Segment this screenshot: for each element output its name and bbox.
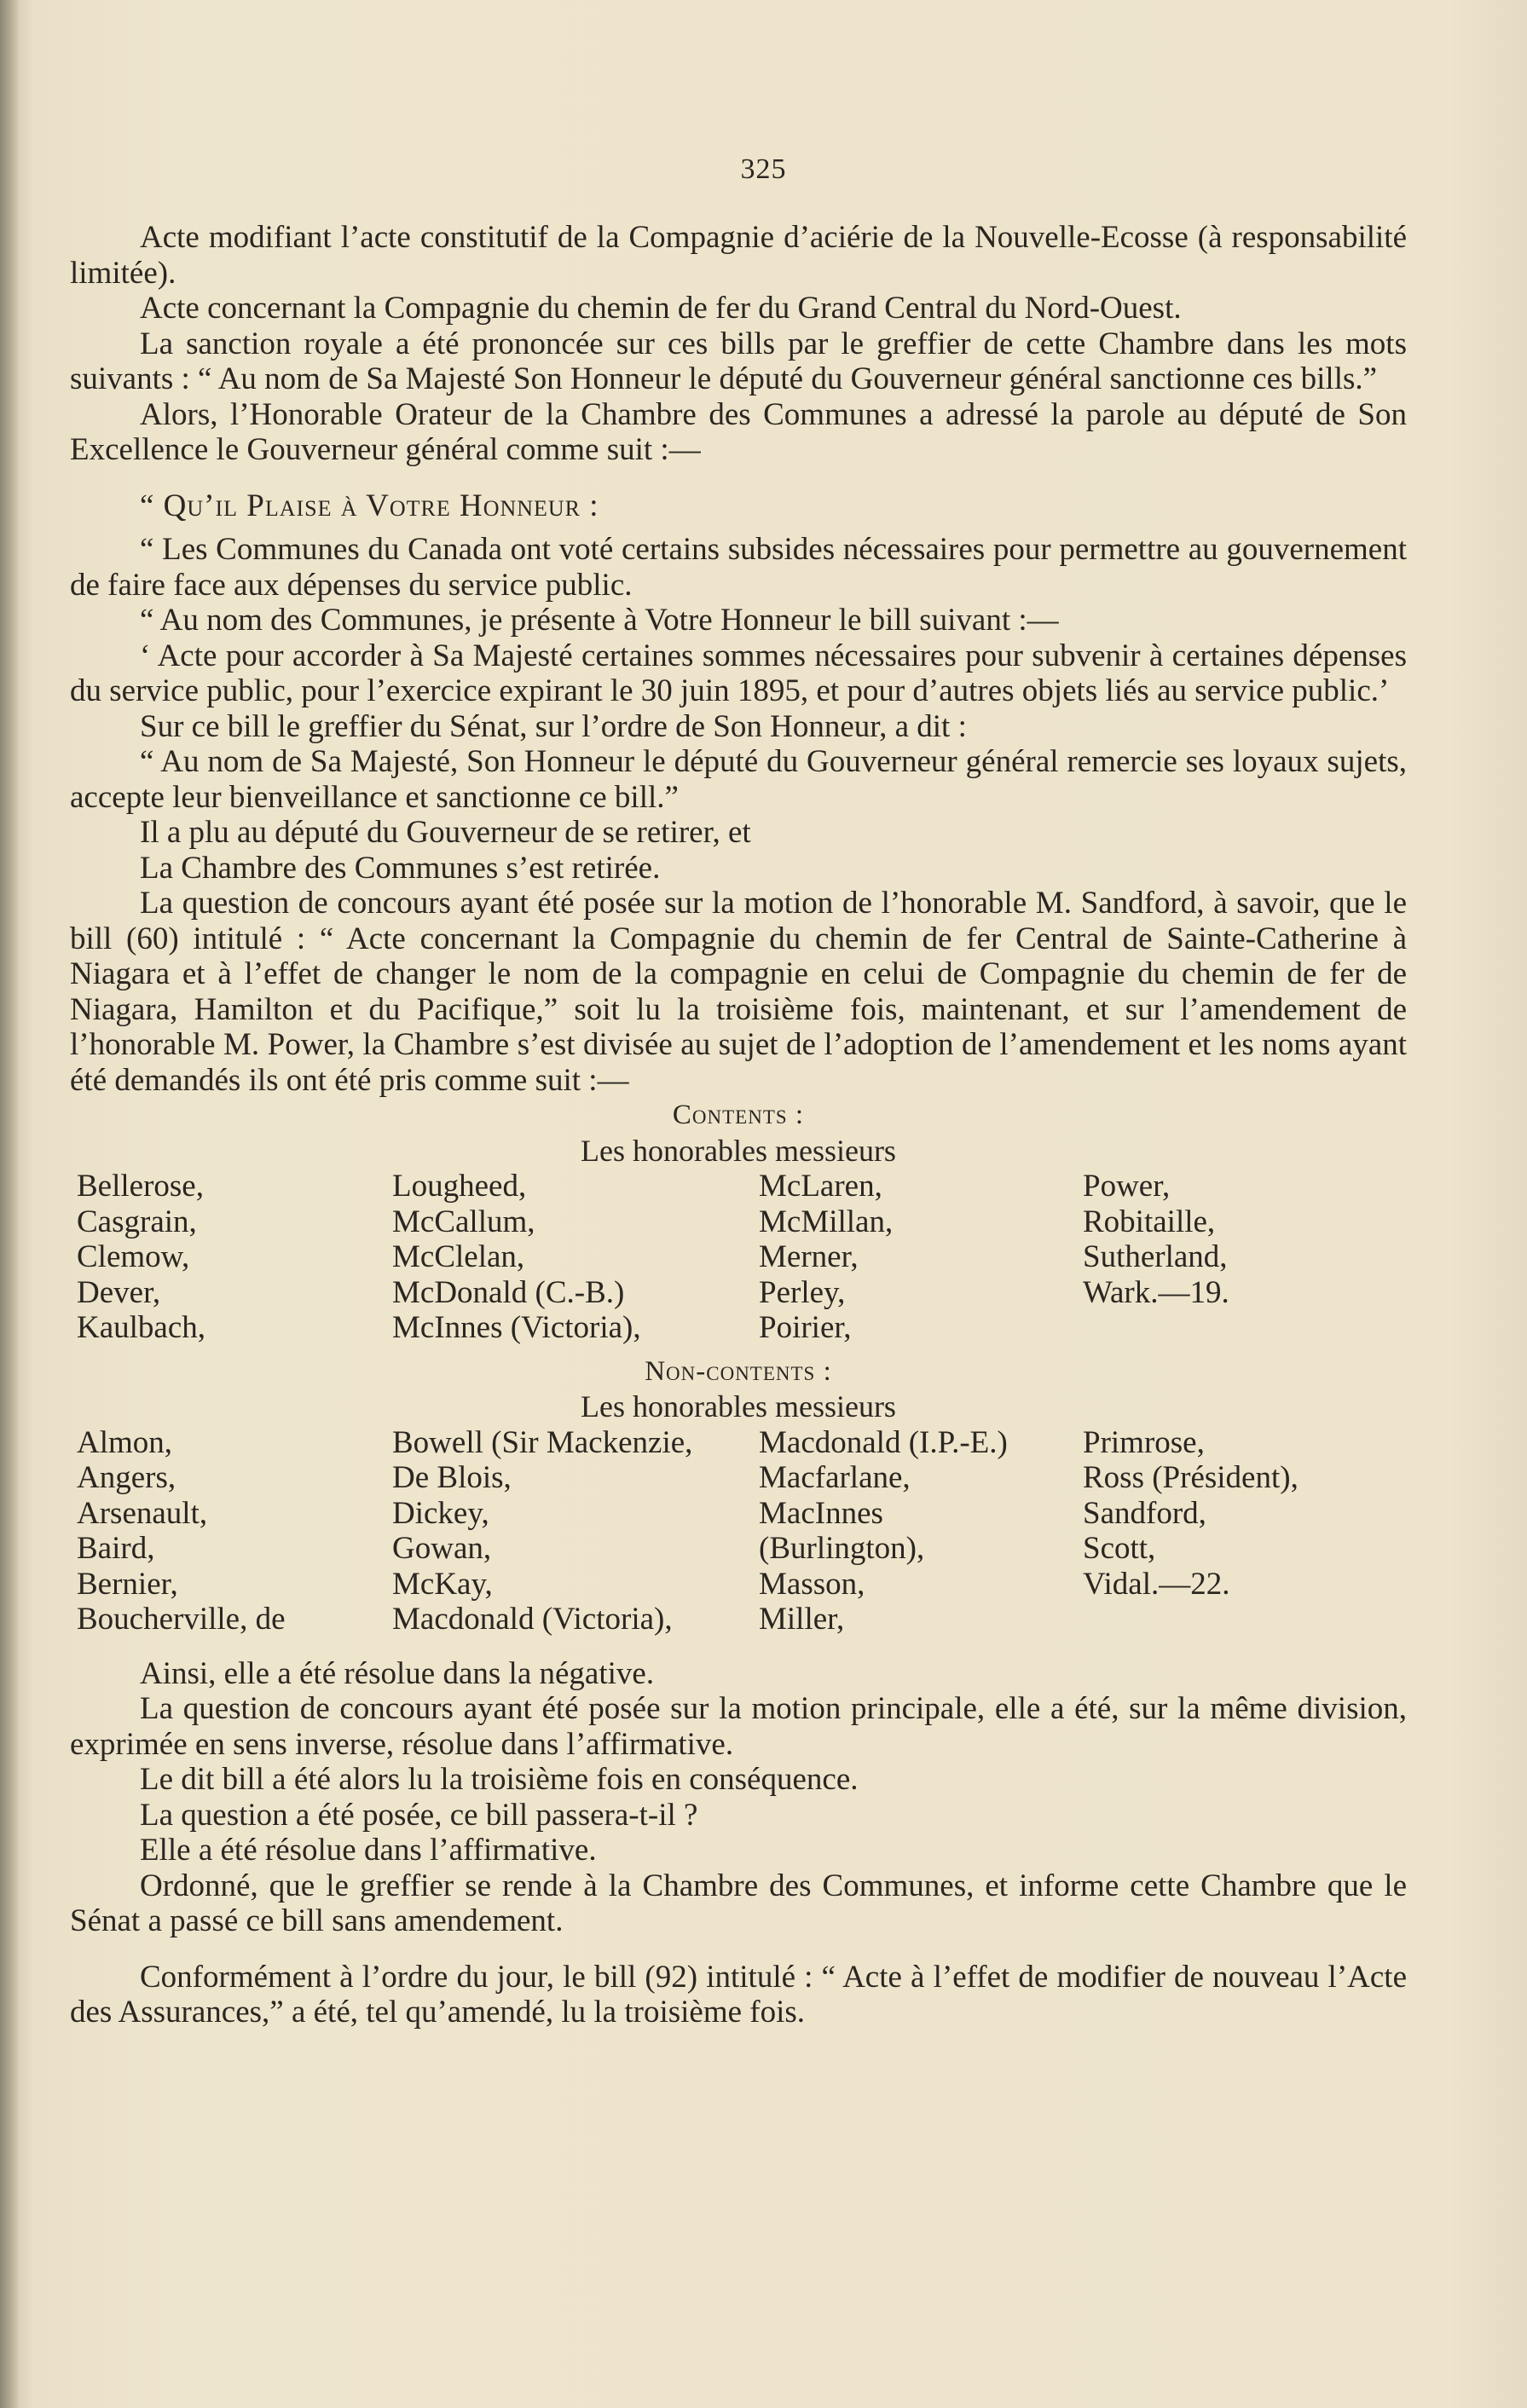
contents-name: Lougheed, xyxy=(392,1169,527,1204)
page-number: 325 xyxy=(740,153,787,185)
paragraph: La question de concours ayant été posée sur la motion de l’honorable M. Sandford, à savoir, que le bill (60) intitulé : “ Acte concernant la Compagnie du chemin de fer Central de Sainte-Catherine à Niagara et à l’effet de changer le nom de la compagnie en celui de Compagnie du chemin de fer de Niagara, Hamilton et du Pacifique,” soit lu la troisième fois, maintenant, et sur l’amendement de l’honorable M. Power, la Chambre s’est divisée au sujet de l’adoption de l’amendement et les noms ayant été demandés ils ont été pris comme suit :— xyxy=(70,886,1407,1098)
contents-name: Wark.—19. xyxy=(1083,1274,1229,1310)
non_contents-name: Arsenault, xyxy=(77,1495,208,1531)
contents-name: McInnes (Victoria), xyxy=(392,1310,641,1345)
paragraph: Acte modifiant l’acte constitutif de la Compagnie d’aciérie de la Nouvelle-Ecosse (à responsabilité limitée). xyxy=(70,220,1407,291)
contents-list xyxy=(77,1169,1407,1346)
paragraph: “ Les Communes du Canada ont voté certains subsides nécessaires pour permettre au gouvernement de faire face aux dépenses du service public. xyxy=(70,532,1407,603)
non_contents-row xyxy=(77,1496,1407,1532)
contents-name: McMillan, xyxy=(759,1204,894,1239)
non_contents-name: Macfarlane, xyxy=(759,1460,911,1495)
paragraph: “ Au nom des Communes, je présente à Votre Honneur le bill suivant :— xyxy=(140,603,1059,638)
non_contents-row xyxy=(77,1460,1407,1496)
non_contents-name: MacInnes xyxy=(759,1495,883,1531)
paragraph: Ordonné, que le greffier se rende à la Chambre des Communes, et informe cette Chambre que le Sénat a passé ce bill sans amendement. xyxy=(70,1868,1407,1938)
address-heading: “ Qu’il Plaise à Votre Honneur : xyxy=(140,488,599,523)
contents-row xyxy=(77,1239,1407,1275)
contents-name: Perley, xyxy=(759,1274,846,1310)
paragraph: Ainsi, elle a été résolue dans la négative. xyxy=(140,1655,655,1691)
non-contents-list xyxy=(77,1425,1407,1637)
contents-name: Poirier, xyxy=(759,1310,852,1345)
paragraph: Acte concernant la Compagnie du chemin de fer du Grand Central du Nord-Ouest. xyxy=(140,291,1182,326)
non-contents-subheading: Les honorables messieurs xyxy=(581,1389,896,1423)
non_contents-name: Scott, xyxy=(1083,1531,1156,1566)
non_contents-name: Dickey, xyxy=(392,1495,489,1531)
paragraph: La question a été posée, ce bill passera-t-il ? xyxy=(140,1797,698,1833)
paragraph: La Chambre des Communes s’est retirée. xyxy=(140,850,661,886)
non_contents-name: Ross (Président), xyxy=(1083,1460,1299,1495)
contents-name: Bellerose, xyxy=(77,1169,204,1204)
non_contents-name: Almon, xyxy=(77,1424,173,1460)
contents-name: Sutherland, xyxy=(1083,1239,1228,1274)
contents-name: McCallum, xyxy=(392,1204,535,1239)
non_contents-name: Masson, xyxy=(759,1566,865,1602)
non_contents-name: Sandford, xyxy=(1083,1495,1206,1531)
paragraph: Sur ce bill le greffier du Sénat, sur l’ordre de Son Honneur, a dit : xyxy=(140,708,967,744)
non_contents-name: (Burlington), xyxy=(759,1531,925,1566)
paragraph: La question de concours ayant été posée sur la motion principale, elle a été, sur la même division, exprimée en sens inverse, résolue dans l’affirmative. xyxy=(70,1691,1407,1762)
contents-name: Clemow, xyxy=(77,1239,190,1274)
contents-name: Merner, xyxy=(759,1239,859,1274)
non_contents-row xyxy=(77,1602,1407,1637)
non_contents-name: Bernier, xyxy=(77,1566,178,1602)
non_contents-name: Macdonald (Victoria), xyxy=(392,1602,673,1637)
non_contents-row xyxy=(77,1567,1407,1602)
contents-name: Kaulbach, xyxy=(77,1310,206,1345)
contents-row xyxy=(77,1275,1407,1311)
paragraph: ‘ Acte pour accorder à Sa Majesté certaines sommes nécessaires pour subvenir à certaines dépenses du service public, pour l’exercice expirant le 30 juin 1895, et pour d’autres objets liés au service public.’ xyxy=(70,638,1407,708)
body-text xyxy=(70,220,1407,2030)
non_contents-row xyxy=(77,1531,1407,1567)
contents-name: McDonald (C.-B.) xyxy=(392,1274,625,1310)
contents-name xyxy=(1083,1310,1407,1346)
non_contents-name: Vidal.—22. xyxy=(1083,1566,1230,1602)
contents-name: McLaren, xyxy=(759,1169,882,1204)
non_contents-name: Macdonald (I.P.-E.) xyxy=(759,1424,1008,1460)
contents-name: Casgrain, xyxy=(77,1204,197,1239)
contents-heading: Contents : xyxy=(672,1100,805,1130)
non_contents-name: McKay, xyxy=(392,1566,493,1602)
paragraph: La sanction royale a été prononcée sur ces bills par le greffier de cette Chambre dans les mots suivants : “ Au nom de Sa Majesté Son Honneur le député du Gouverneur général sanctionne ces bills.” xyxy=(70,326,1407,396)
contents-name: Dever, xyxy=(77,1274,161,1310)
non_contents-name: Gowan, xyxy=(392,1531,492,1566)
non_contents-name: Bowell (Sir Mackenzie, xyxy=(392,1424,693,1460)
contents-subheading: Les honorables messieurs xyxy=(581,1133,896,1168)
contents-name: McClelan, xyxy=(392,1239,525,1274)
non_contents-name xyxy=(1083,1602,1407,1637)
paragraph: Il a plu au député du Gouverneur de se retirer, et xyxy=(140,815,751,850)
contents-name: Power, xyxy=(1083,1169,1171,1204)
paragraph: “ Au nom de Sa Majesté, Son Honneur le député du Gouverneur général remercie ses loyaux sujets, accepte leur bienveillance et sanctionne ce bill.” xyxy=(70,744,1407,815)
non_contents-name: Boucherville, de xyxy=(77,1602,286,1637)
non_contents-name: Baird, xyxy=(77,1531,155,1566)
non_contents-name: Angers, xyxy=(77,1460,176,1495)
non_contents-row xyxy=(77,1425,1407,1461)
non-contents-heading: Non-contents : xyxy=(645,1355,832,1387)
contents-row xyxy=(77,1169,1407,1204)
non_contents-name: Miller, xyxy=(759,1602,845,1637)
non_contents-name: Primrose, xyxy=(1083,1424,1205,1460)
contents-name: Robitaille, xyxy=(1083,1204,1216,1239)
contents-row xyxy=(77,1310,1407,1346)
non_contents-name: De Blois, xyxy=(392,1460,512,1495)
paragraph: Le dit bill a été alors lu la troisième fois en conséquence. xyxy=(140,1762,859,1797)
paragraph: Conformément à l’ordre du jour, le bill (92) intitulé : “ Acte à l’effet de modifier de nouveau l’Acte des Assurances,” a été, tel qu’amendé, lu la troisième fois. xyxy=(70,1959,1407,2030)
paragraph: Elle a été résolue dans l’affirmative. xyxy=(140,1833,597,1868)
binding-gutter xyxy=(0,0,19,2408)
contents-row xyxy=(77,1204,1407,1240)
paragraph: Alors, l’Honorable Orateur de la Chambre des Communes a adressé la parole au député de Son Excellence le Gouverneur général comme suit :— xyxy=(70,396,1407,467)
